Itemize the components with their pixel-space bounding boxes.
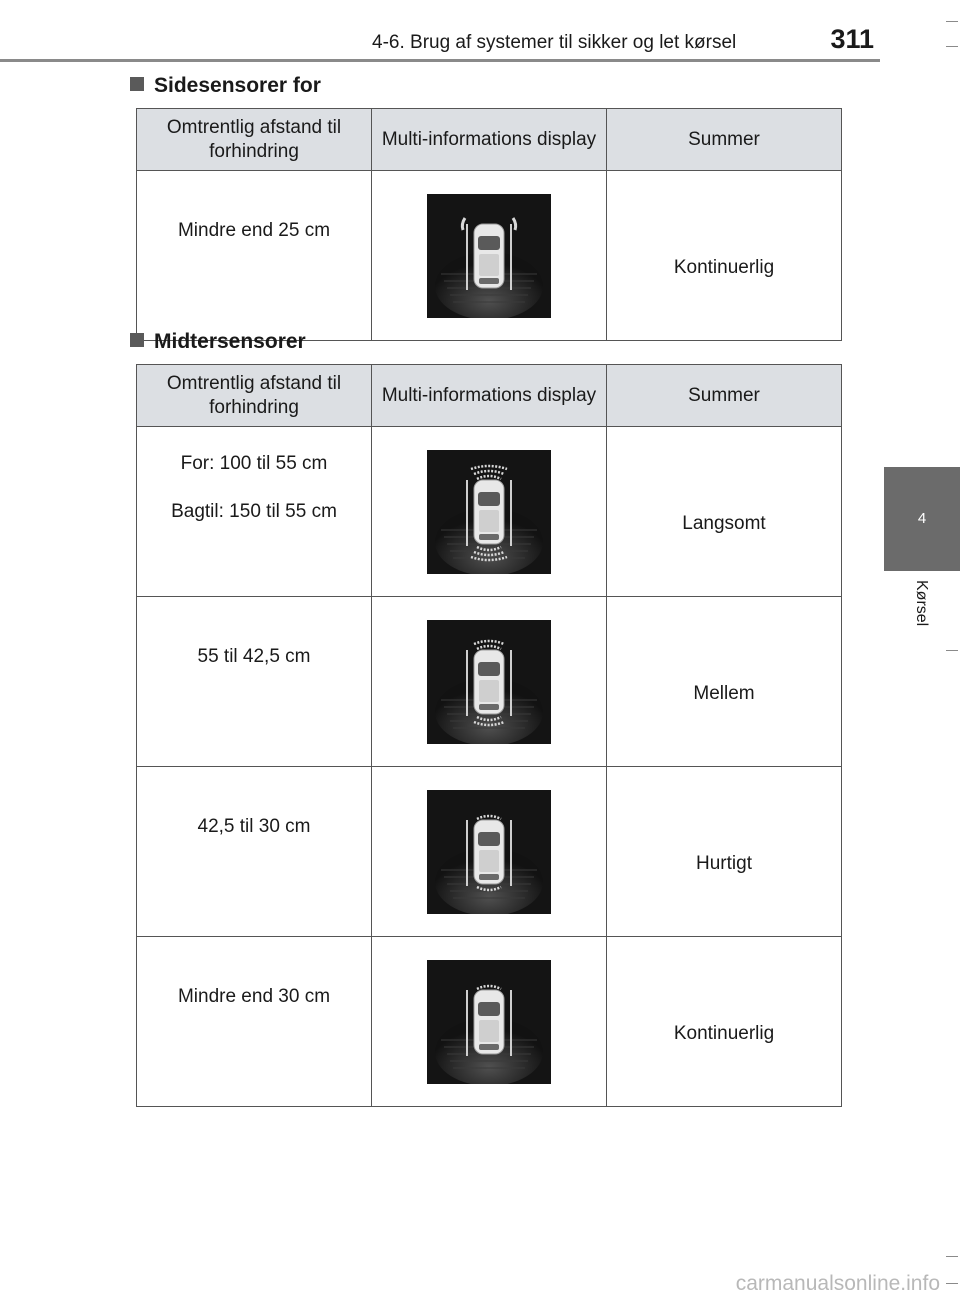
display-cell (372, 937, 607, 1107)
distance-cell (137, 171, 372, 341)
table-row (137, 597, 842, 767)
header-rule (0, 59, 880, 62)
table-row (137, 937, 842, 1107)
display-cell (372, 597, 607, 767)
buzzer-cell: Mellem (607, 597, 842, 767)
square-bullet-icon (130, 77, 144, 91)
car-center-sensor-icon (427, 790, 551, 914)
distance-text: Mindre end 30 cm (177, 986, 331, 1007)
buzzer-cell: Kontinuerlig (607, 171, 842, 341)
distance-text: 42,5 til 30 cm (197, 816, 311, 837)
car-side-sensor-icon (427, 194, 551, 318)
distance-text: Bagtil: 150 til 55 cm (171, 501, 337, 522)
distance-text: 55 til 42,5 cm (197, 646, 311, 667)
section-heading-side-sensors (130, 74, 321, 98)
square-bullet-icon (130, 333, 144, 347)
display-cell (372, 767, 607, 937)
crop-mark (946, 1256, 958, 1257)
column-header-distance: Omtrentlig afstand til forhindring (137, 109, 372, 171)
column-header-distance: Omtrentlig afstand til forhindring (137, 365, 372, 427)
buzzer-cell: Langsomt (607, 427, 842, 597)
table-row (137, 171, 842, 341)
table-header-row (137, 365, 842, 427)
watermark: carmanualsonline.info (735, 1272, 940, 1295)
buzzer-cell: Kontinuerlig (607, 937, 842, 1107)
column-header-buzzer: Summer (607, 109, 842, 171)
center-sensor-table (136, 364, 842, 1107)
side-sensor-table (136, 108, 842, 341)
distance-cell (137, 937, 372, 1107)
crop-mark (946, 46, 958, 47)
page-number: 311 (830, 24, 874, 54)
table-row (137, 427, 842, 597)
display-cell (372, 171, 607, 341)
crop-mark (946, 21, 958, 22)
chapter-tab: 4 (884, 467, 960, 571)
display-cell (372, 427, 607, 597)
distance-cell (137, 767, 372, 937)
section-title: Midtersensorer (154, 330, 306, 353)
running-header: 4-6. Brug af systemer til sikker og let kørsel (372, 32, 737, 53)
column-header-display: Multi-informations display (372, 365, 607, 427)
car-center-sensor-icon (427, 620, 551, 744)
car-center-sensor-icon (427, 960, 551, 1084)
distance-cell (137, 597, 372, 767)
car-center-sensor-icon (427, 450, 551, 574)
buzzer-cell: Hurtigt (607, 767, 842, 937)
distance-text: Mindre end 25 cm (177, 220, 331, 241)
crop-mark (946, 1283, 958, 1284)
table-header-row (137, 109, 842, 171)
table-row (137, 767, 842, 937)
crop-mark (946, 650, 958, 651)
column-header-buzzer: Summer (607, 365, 842, 427)
section-title: Sidesensorer for (154, 74, 321, 97)
distance-cell (137, 427, 372, 597)
distance-text: For: 100 til 55 cm (180, 453, 328, 474)
chapter-label: Kørsel (913, 580, 930, 627)
column-header-display: Multi-informations display (372, 109, 607, 171)
section-heading-center-sensors (130, 330, 306, 354)
